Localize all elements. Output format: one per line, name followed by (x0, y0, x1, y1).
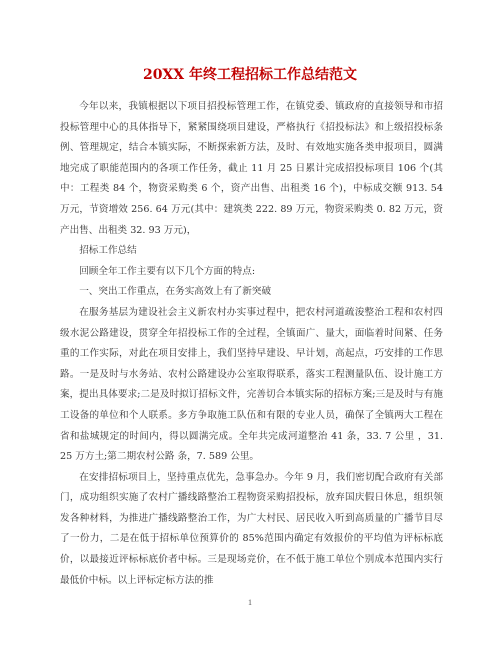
paragraph-intro: 今年以来，我镇根据以下项目招投标管理工作，在镇党委、镇政府的直接领导和市招投标管理中心的具体指导下，紧紧围绕项目建设，严格执行《招投标法》和上级招投标条例、管理规定，结合本镇实际，不断探索新方法，及时、有效地实施各类申报项目，圆满地完成了职能范围内的各项工作任务，截止 11 月 25 日累计完成招投标项目 106 个(其中：工程类 84 个，物资采购类 6 个，资产出售、出租类 16 个)，中标成交额 913. 54 万元，节资增效 256. 64 万元(其中：建筑类 222. 89 万元，物资采购类 0. 82 万元，资产出售、出租类 32. 93 万元)， (60, 101, 443, 236)
paragraph-review-heading: 回顾全年工作主要有以下几个方面的特点: (79, 265, 256, 277)
paragraph-section-label: 招标工作总结 (79, 245, 137, 257)
document-body (60, 97, 443, 591)
paragraph-priority-projects: 在安排招标项目上，坚持重点优先，急事急办。今年 9 月，我们密切配合政府有关部门，成功组织实施了农村广播线路整治工程物资采购招投标，放弃国庆假日休息，组织领发各种材料，为推进广播线路整治工作，为广大村民、居民收入听到高质量的广播节目尽了一份力，二是在低于招标单位预算价的 85%范围内确定有效报价的平均值为评标标底价，以最接近评标标底价者中标。三是现场竞价，在不低于施工单位个别成本范围内实行最低价中标。以上评标定标方法的推 (60, 471, 443, 586)
paragraph-point-one-heading: 一、突出工作重点，在务实高效上有了新突破 (79, 286, 272, 298)
page-number: 1 (248, 598, 252, 607)
paragraph-rural-projects: 在服务基层为建设社会主义新农村办实事过程中，把农村河道疏浚整治工程和农村四级水泥公路建设，贯穿全年招投标工作的全过程，全镇面广、量大，面临着时间紧、任务重的工作实际，对此在项目安排上，我们坚持早建设、早计划，高起点，巧安排的工作思路。一是及时与水务站、农村公路建设办公室取得联系，落实工程测量队伍、设计施工方案，提出具体要求;二是及时拟订招标文件，完善切合本镇实际的招标方案;三是及时与有施工设备的单位和个人联系。多方争取施工队伍和有限的专业人员，确保了全镇两大工程在省和盐城规定的时间内，得以圆满完成。全年共完成河道整治 41 条，33. 7 公里 ，31. 25 万方土;第二期农村公路 条，7. 589 公里。 (60, 306, 443, 463)
document-title: 20XX 年终工程招标工作总结范文 (142, 67, 358, 83)
